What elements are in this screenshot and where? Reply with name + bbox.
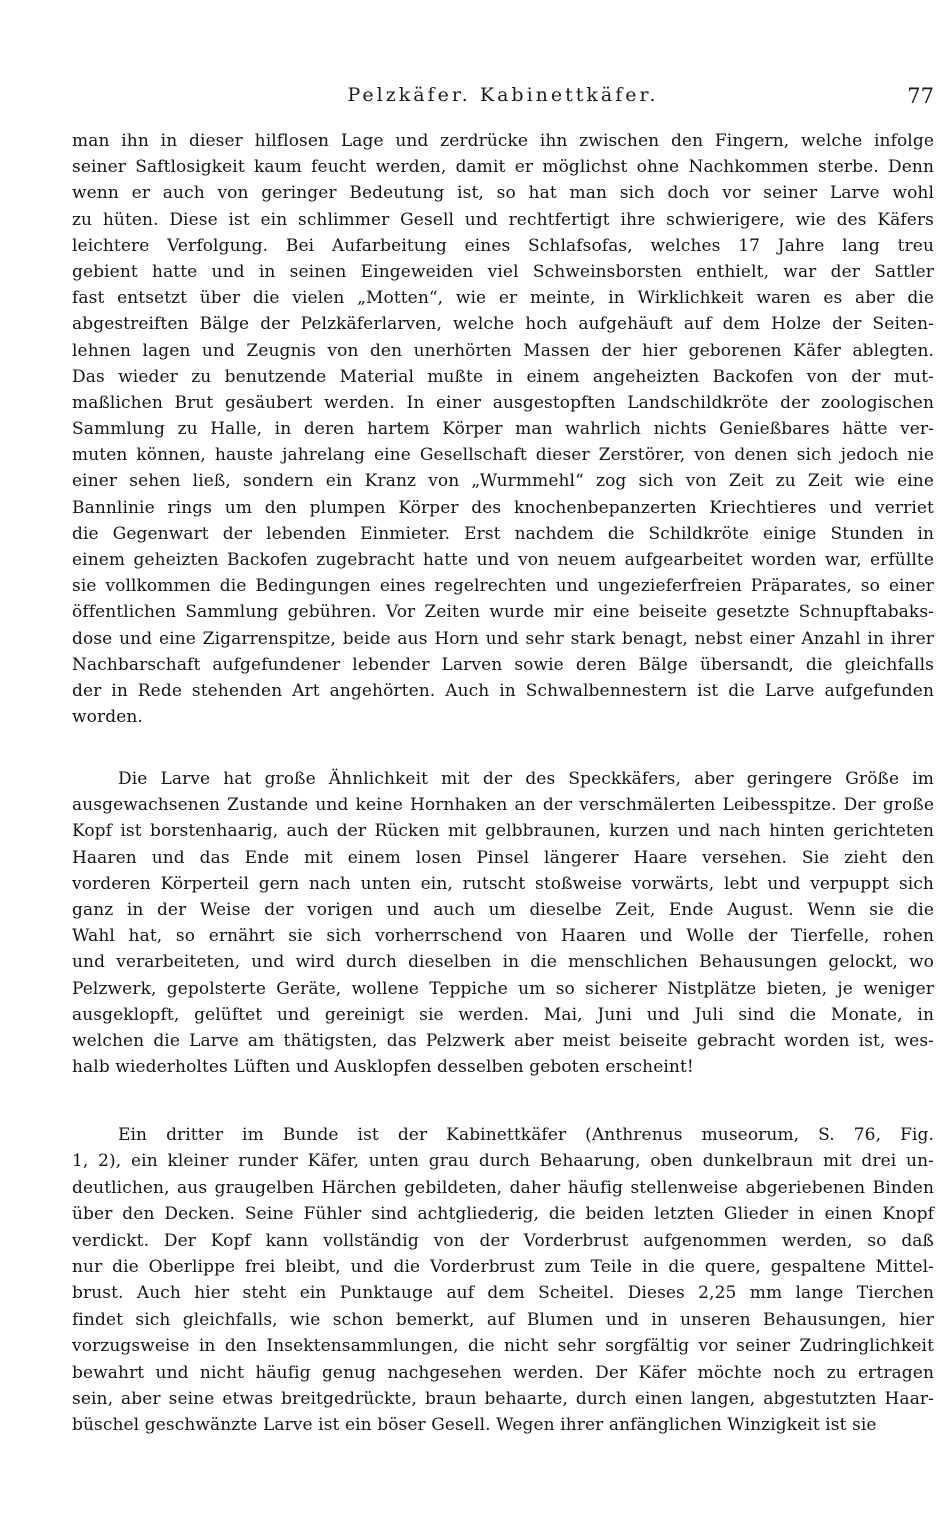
text-line: nur die Oberlippe frei bleibt, und die Vorderbrust zum Teile in die quere, gespaltene Mittel- [72,1256,934,1277]
text-line: fast entsetzt über die vielen „Motten“, wie er meinte, in Wirklichkeit waren es aber die [72,288,934,309]
text-line: vorderen Körperteil gern nach unten ein, rutscht stoßweise vorwärts, lebt und verpuppt sich [72,873,934,894]
text-line: über den Decken. Seine Fühler sind achtgliederig, die beiden letzten Glieder in einen Knopf [72,1204,934,1225]
text-line: brust. Auch hier steht ein Punktauge auf dem Scheitel. Dieses 2,25 mm lange Tierchen [72,1283,934,1304]
text-line: welchen die Larve am thätigsten, das Pelzwerk aber meist beiseite gebracht worden ist, wes- [72,1030,934,1051]
text-line: vorzugsweise in den Insektensammlungen, die nicht sehr sorgfältig vor seiner Zudringlichkeit [72,1336,934,1357]
text-line: einer sehen ließ, sondern ein Kranz von „Wurmmehl“ zog sich von Zeit zu Zeit wie eine [72,471,934,492]
text-line: Kopf ist borstenhaarig, auch der Rücken mit gelbbraunen, kurzen und nach hinten gerichteten [72,821,934,842]
page-header [72,84,934,114]
text-line: büschel geschwänzte Larve ist ein böser Gesell. Wegen ihrer anfänglichen Winzigkeit ist sie [72,1415,877,1436]
text-line: ausgewachsenen Zustande und keine Hornhaken an der verschmälerten Leibesspitze. Der große [72,795,934,816]
text-line: deutlichen, aus graugelben Härchen gebildeten, daher häufig stellenweise abgeriebenen Binden [72,1177,934,1198]
text-line: Die Larve hat große Ähnlichkeit mit der des Speckkäfers, aber geringere Größe im [118,769,934,789]
text-line: leichtere Verfolgung. Bei Aufarbeitung eines Schlafsofas, welches 17 Jahre lang treu [72,235,934,256]
text-line: findet sich gleichfalls, wie schon bemerkt, auf Blumen und in unseren Behausungen, hier [72,1309,934,1330]
text-line: muten können, hauste jahrelang eine Gesellschaft dieser Zerstörer, von denen sich jedoch nie [72,445,934,466]
text-line: Nachbarschaft aufgefundener lebender Larven sowie deren Bälge übersandt, die gleichfalls [72,654,934,675]
text-line: öffentlichen Sammlung gebühren. Vor Zeiten wurde mir eine beiseite gesetzte Schnupftabaks- [72,602,934,623]
running-title: Pelzkäfer. Kabinettkäfer. [347,84,659,106]
text-line: Pelzwerk, gepolsterte Geräte, wollene Teppiche um so sicherer Nistplätze bieten, je weniger [72,978,934,999]
text-line: Ein dritter im Bunde ist der Kabinettkäfer (Anthrenus museorum, S. 76, Fig. [118,1125,934,1145]
text-line: seiner Saftlosigkeit kaum feucht werden, damit er möglichst ohne Nachkommen sterbe. Denn [72,157,934,178]
text-line: einem geheizten Backofen zugebracht hatte und von neuem aufgearbeitet worden war, erfüllte [72,550,934,570]
paragraph-pelzkaefer-larva-damage [72,128,934,730]
text-line: Wahl hat, so ernährt sie sich vorherrschend von Haaren und Wolle der Tierfelle, rohen [72,926,934,947]
text-line: man ihn in dieser hilflosen Lage und zerdrücke ihn zwischen den Fingern, welche infolge [72,131,934,151]
text-line: Sammlung zu Halle, in deren hartem Körper man wahrlich nichts Genießbares hätte ver- [72,419,934,440]
paragraph-kabinettkaefer [72,1122,934,1439]
paragraph-larva-description [72,766,934,1080]
text-line: dose und eine Zigarrenspitze, beide aus Horn und sehr stark benagt, nebst einer Anzahl in ihrer [72,628,934,649]
text-line: sein, aber seine etwas breitgedrückte, braun behaarte, durch einen langen, abgestutzten Haar- [72,1388,934,1409]
text-line: zu hüten. Diese ist ein schlimmer Gesell und rechtfertigt ihre schwierigere, wie des Käfers [72,209,934,230]
text-line: der in Rede stehenden Art angehörten. Auch in Schwalbennestern ist die Larve aufgefunden [72,680,934,701]
text-line: Haaren und das Ende mit einem losen Pinsel längerer Haare versehen. Sie zieht den [72,847,934,868]
text-line: abgestreiften Bälge der Pelzkäferlarven, welche hoch aufgehäuft auf dem Holze der Seiten- [72,314,934,335]
page-number: 77 [907,84,934,108]
text-line: und verarbeiteten, und wird durch dieselben in die menschlichen Behausungen gelockt, wo [72,952,934,973]
text-line: ganz in der Weise der vorigen und auch um dieselbe Zeit, Ende August. Wenn sie die [72,899,934,920]
text-line: halb wiederholtes Lüften und Ausklopfen desselben geboten erscheint! [72,1057,694,1078]
text-line: lehnen lagen und Zeugnis von den unerhörten Massen der hier geborenen Käfer ablegten. [72,340,934,361]
text-line: bewahrt und nicht häufig genug nachgesehen werden. Der Käfer möchte noch zu ertragen [72,1362,934,1383]
text-line: verdickt. Der Kopf kann vollständig von der Vorderbrust aufgenommen werden, so daß [72,1230,934,1251]
text-line: die Gegenwart der lebenden Einmieter. Erst nachdem die Schildkröte einige Stunden in [72,523,934,544]
text-line: gebient hatte und in seinen Eingeweiden viel Schweinsborsten enthielt, war der Sattler [72,261,934,282]
text-line: wenn er auch von geringer Bedeutung ist, so hat man sich doch vor seiner Larve wohl [72,183,934,204]
text-line: worden. [72,707,143,728]
text-line: maßlichen Brut gesäubert werden. In einer ausgestopften Landschildkröte der zoologischen [72,392,934,413]
text-line: sie vollkommen die Bedingungen eines regelrechten und ungezieferfreien Präparates, so einer [72,576,934,597]
text-line: ausgeklopft, gelüftet und gereinigt sie werden. Mai, Juni und Juli sind die Monate, in [72,1004,934,1025]
text-line: 1, 2), ein kleiner runder Käfer, unten grau durch Behaarung, oben dunkelbraun mit drei un- [72,1151,934,1172]
text-line: Das wieder zu benutzende Material mußte in einem angeheizten Backofen von der mut- [72,366,934,387]
text-line: Bannlinie rings um den plumpen Körper des knochenbepanzerten Kriechtieres und verriet [72,497,934,518]
